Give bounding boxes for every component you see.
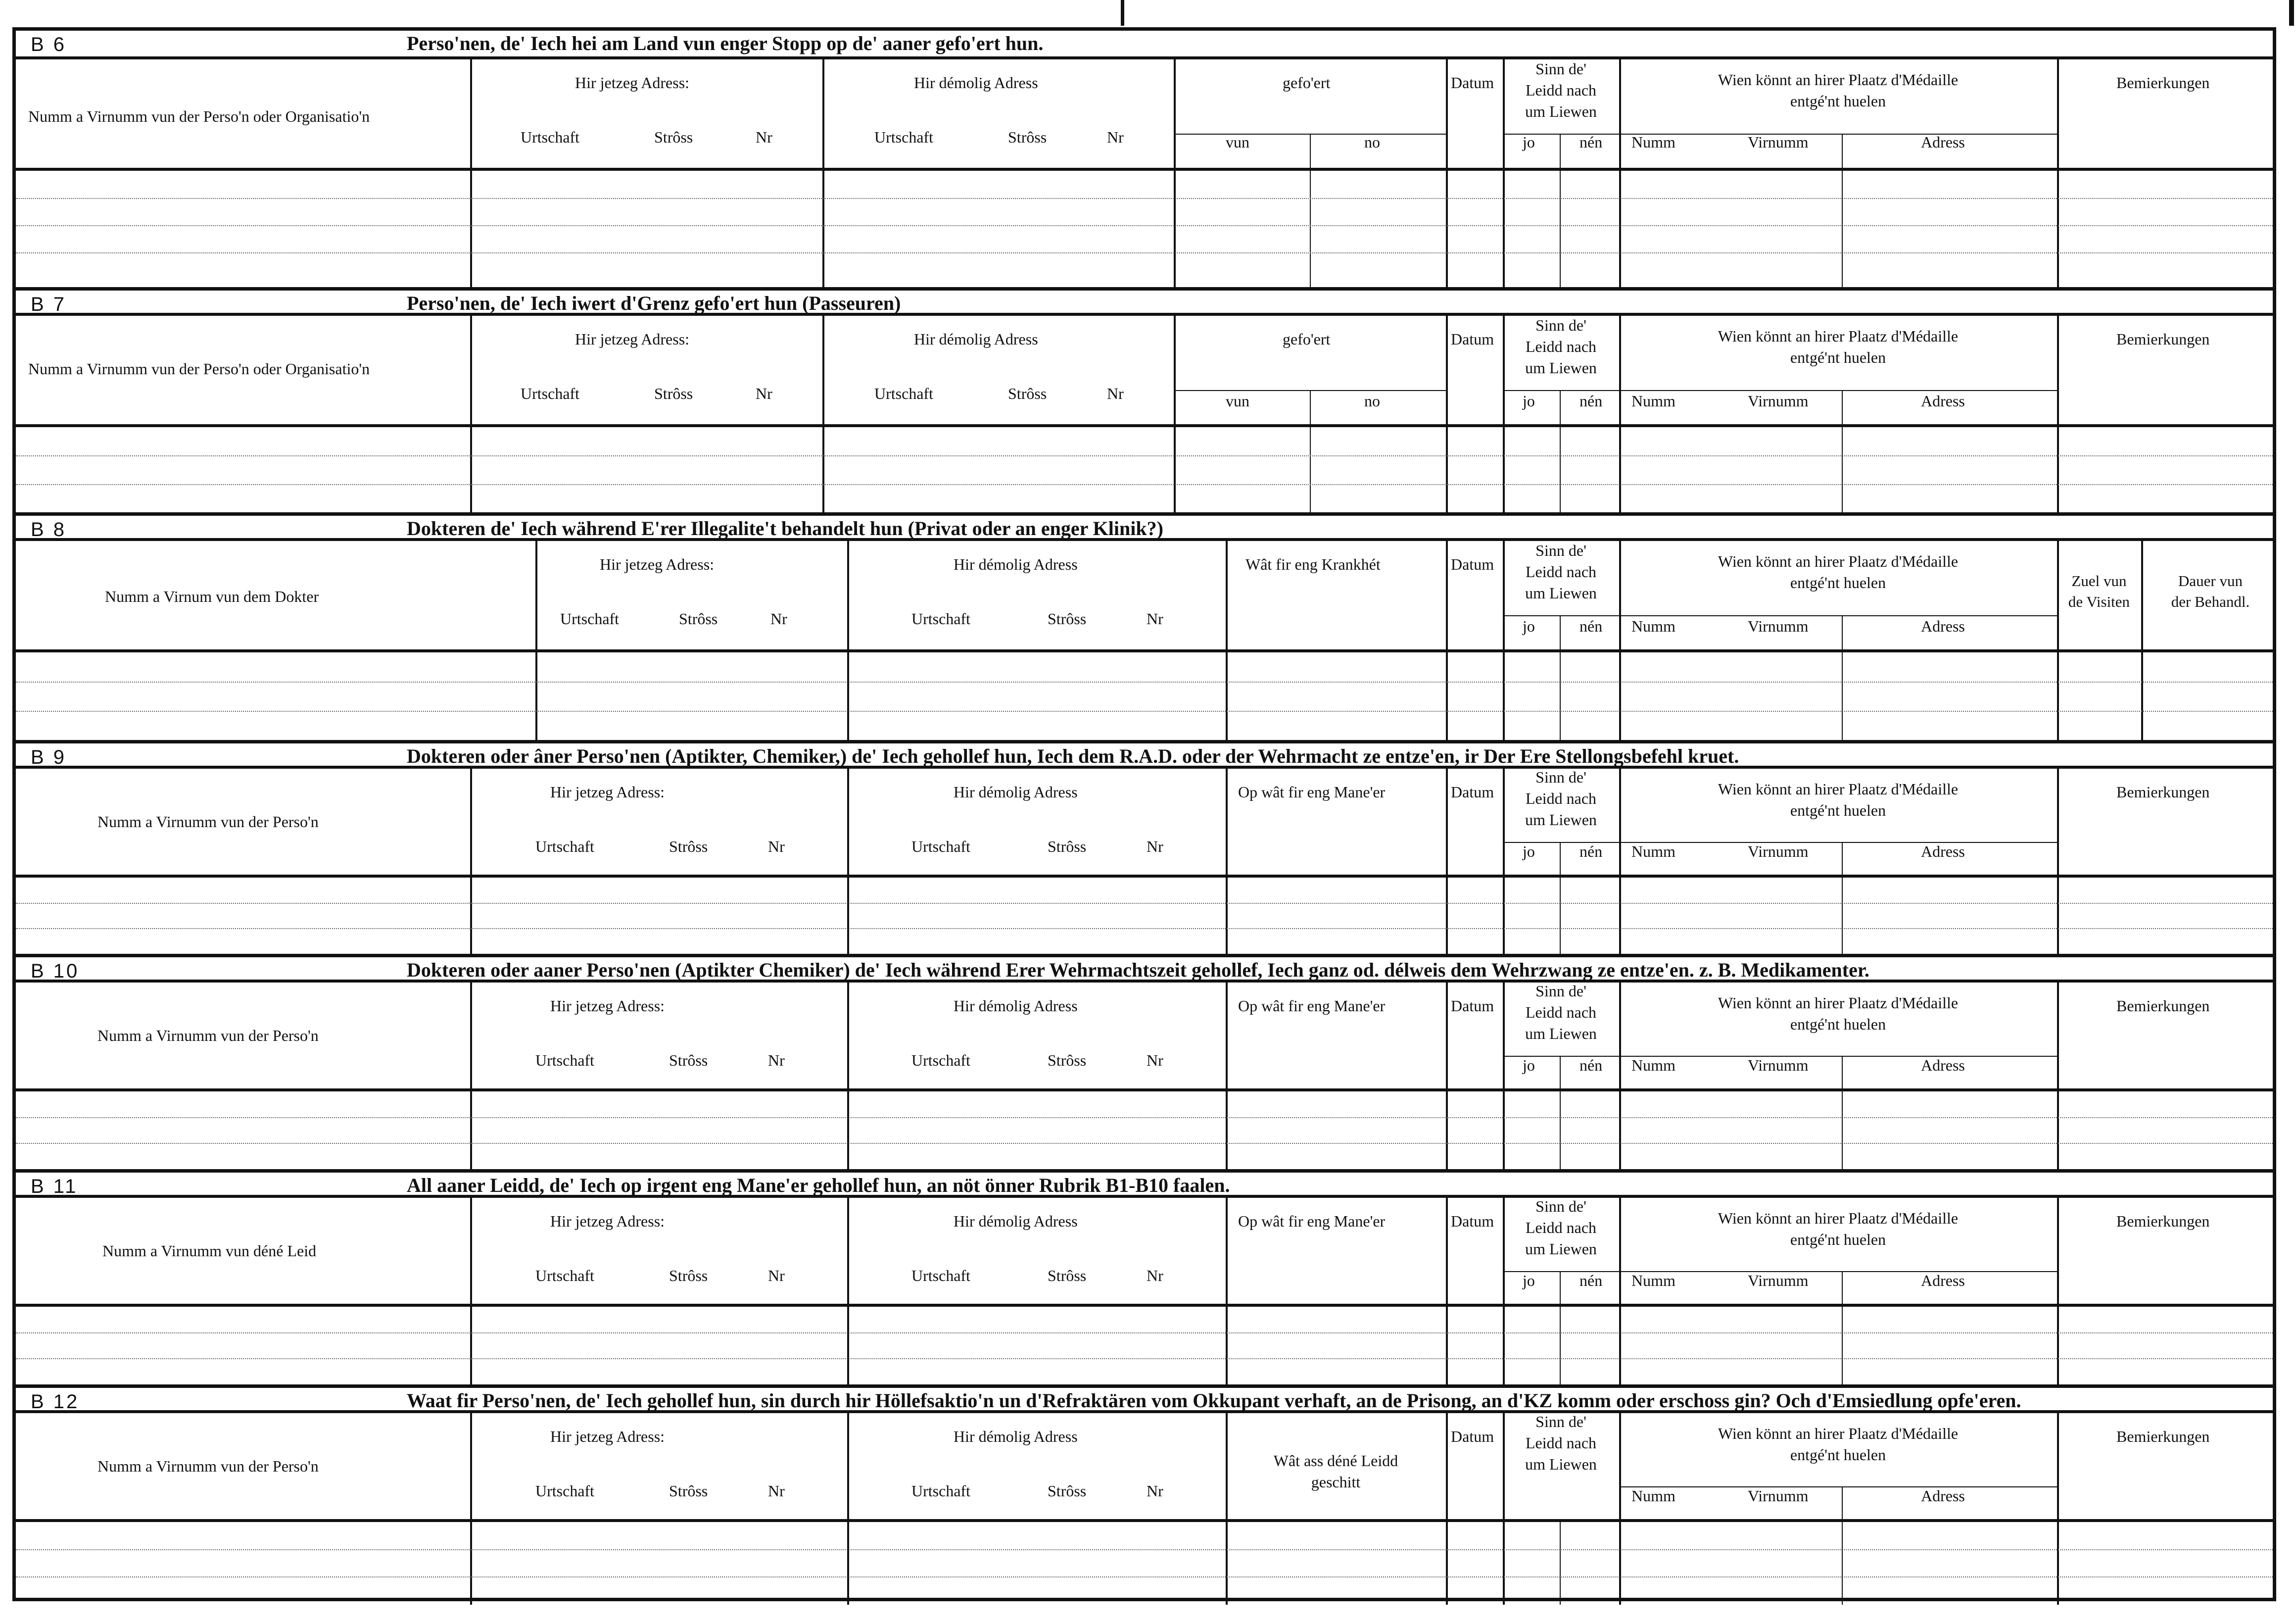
lives-header-b: Leidd nach (1525, 1219, 1597, 1237)
header-row (16, 1198, 2273, 1307)
section-title-bar (16, 31, 2273, 59)
section-title-bar (16, 1384, 2273, 1413)
no-label: nén (1579, 1272, 1603, 1289)
header-row (16, 1413, 2273, 1522)
number-label: Nr (768, 1267, 785, 1284)
section-b10 (16, 954, 2273, 1169)
from-label: vun (1226, 133, 1249, 151)
lives-header-a: Sinn de' (1535, 60, 1586, 78)
address-label: Adress (1921, 392, 1965, 410)
section-b12 (16, 1384, 2273, 1605)
street-label: Strôss (669, 1051, 708, 1069)
street-label: Strôss (654, 128, 693, 146)
entry-rows[interactable] (16, 171, 2273, 287)
visits-header-b: de Visiten (2068, 592, 2130, 610)
section-title-bar (16, 1169, 2273, 1198)
current-address-header: Hir jetzeg Adress: (550, 1212, 665, 1230)
medal-header-b: entgé'nt huelen (1790, 92, 1886, 110)
lives-header-c: um Liewen (1525, 359, 1597, 377)
former-address-header: Hir démolig Adress (954, 997, 1078, 1015)
lives-header-a: Sinn de' (1535, 316, 1586, 334)
former-address-header: Hir démolig Adress (914, 330, 1038, 348)
firstname-label: Virnumm (1748, 392, 1809, 410)
form-sheet (12, 27, 2276, 1601)
date-header: Datum (1451, 997, 1494, 1015)
yes-label: jo (1523, 392, 1535, 410)
no-label: nén (1579, 617, 1603, 635)
section-title-bar (16, 287, 2273, 316)
section-title-bar (16, 740, 2273, 769)
section-title: Perso'nen, de' Iech iwert d'Grenz gefo'ert hun (Passeuren) (407, 292, 901, 314)
locality-label: Urtschaft (911, 1051, 971, 1069)
locality-label: Urtschaft (911, 1267, 971, 1284)
name-header: Numm a Virnumm vun der Perso'n (97, 813, 319, 831)
no-label: nén (1579, 133, 1603, 151)
yes-label: jo (1523, 1056, 1535, 1074)
current-address-header: Hir jetzeg Adress: (600, 555, 715, 573)
lives-header-c: um Liewen (1525, 1025, 1597, 1043)
address-label: Adress (1921, 1272, 1965, 1289)
lives-header-b: Leidd nach (1525, 789, 1597, 808)
locality-label: Urtschaft (874, 128, 934, 146)
date-header: Datum (1451, 783, 1494, 801)
former-address-header: Hir démolig Adress (954, 1427, 1078, 1445)
lives-header-b: Leidd nach (1525, 338, 1597, 356)
firstname-label: Virnumm (1748, 1272, 1809, 1289)
duration-header-a: Dauer vun (2178, 572, 2243, 590)
firstname-label: Virnumm (1748, 1056, 1809, 1074)
header-row (16, 59, 2273, 171)
name-header: Numm a Virnum vun dem Dokter (105, 588, 319, 605)
lives-header-a: Sinn de' (1535, 1197, 1586, 1215)
transported-header: gefo'ert (1283, 330, 1331, 348)
address-label: Adress (1921, 842, 1965, 860)
section-title: Perso'nen, de' Iech hei am Land vun enger Stopp op de' aaner gefo'ert hun. (407, 32, 1044, 54)
lives-header-c: um Liewen (1525, 811, 1597, 829)
street-label: Strôss (679, 610, 718, 628)
name-header: Numm a Virnumm vun der Perso'n oder Organisatio'n (28, 107, 370, 125)
section-title-bar (16, 954, 2273, 983)
yes-label: jo (1523, 842, 1535, 860)
entry-rows[interactable] (16, 1307, 2273, 1384)
no-label: nén (1579, 1056, 1603, 1074)
from-label: vun (1226, 392, 1249, 410)
medal-header-a: Wien könnt an hirer Plaatz d'Médaille (1718, 1425, 1959, 1442)
section-code: B 7 (31, 294, 67, 315)
street-label: Strôss (1048, 1267, 1087, 1284)
manner-header: Op wât fir eng Mane'er (1238, 1212, 1386, 1230)
section-title: Dokteren oder aaner Perso'nen (Aptikter Chemiker) de' Iech während Erer Wehrmachtszeit gehollef, Iech ganz od. délweis dem Wehrzwang ze entze'en. z. B. Medikamenter. (407, 959, 1869, 981)
medal-header-a: Wien könnt an hirer Plaatz d'Médaille (1718, 994, 1959, 1012)
to-label: no (1364, 392, 1380, 410)
lives-header-c: um Liewen (1525, 584, 1597, 602)
medal-header-b: entgé'nt huelen (1790, 1015, 1886, 1033)
firstname-label: Virnumm (1748, 842, 1809, 860)
transported-header: gefo'ert (1283, 74, 1331, 92)
to-label: no (1364, 133, 1380, 151)
illness-header: Wât fir eng Krankhét (1245, 555, 1381, 573)
address-label: Adress (1921, 1056, 1965, 1074)
locality-label: Urtschaft (535, 1267, 595, 1284)
section-title: Dokteren de' Iech während E'rer Illegalite't behandelt hun (Privat oder an enger Klinik?) (407, 517, 1163, 540)
number-label: Nr (770, 610, 787, 628)
current-address-header: Hir jetzeg Adress: (550, 783, 665, 801)
number-label: Nr (756, 385, 772, 402)
surname-label: Numm (1631, 842, 1675, 860)
firstname-label: Virnumm (1748, 1487, 1809, 1505)
number-label: Nr (1147, 1051, 1163, 1069)
section-title: Dokteren oder âner Perso'nen (Aptikter, Chemiker,) de' Iech gehollef hun, Iech dem R.A.D. oder der Wehrmacht ze entze'en, ir Der Ere Stellongsbefehl kruet. (407, 745, 1739, 767)
section-title-bar (16, 512, 2273, 541)
fate-header-b: geschitt (1311, 1473, 1361, 1491)
firstname-label: Virnumm (1748, 617, 1809, 635)
current-address-header: Hir jetzeg Adress: (575, 330, 690, 348)
surname-label: Numm (1631, 1272, 1675, 1289)
number-label: Nr (1147, 837, 1163, 855)
number-label: Nr (756, 128, 772, 146)
street-label: Strôss (669, 1482, 708, 1500)
surname-label: Numm (1631, 617, 1675, 635)
manner-header: Op wât fir eng Mane'er (1238, 783, 1386, 801)
current-address-header: Hir jetzeg Adress: (550, 1427, 665, 1445)
locality-label: Urtschaft (911, 837, 971, 855)
number-label: Nr (1147, 1482, 1163, 1500)
locality-label: Urtschaft (911, 1482, 971, 1500)
lives-header-c: um Liewen (1525, 1240, 1597, 1258)
surname-label: Numm (1631, 392, 1675, 410)
address-label: Adress (1921, 617, 1965, 635)
street-label: Strôss (1008, 385, 1047, 402)
current-address-header: Hir jetzeg Adress: (550, 997, 665, 1015)
medal-header-a: Wien könnt an hirer Plaatz d'Médaille (1718, 780, 1959, 798)
section-code: B 12 (31, 1391, 80, 1413)
remarks-header: Bemierkungen (2116, 74, 2210, 92)
medal-header-b: entgé'nt huelen (1790, 1230, 1886, 1249)
duration-header-b: der Behandl. (2171, 592, 2250, 610)
medal-header-b: entgé'nt huelen (1790, 574, 1886, 592)
scan-mark (1121, 0, 1124, 26)
section-b11 (16, 1169, 2273, 1384)
date-header: Datum (1451, 1212, 1494, 1230)
street-label: Strôss (669, 837, 708, 855)
locality-label: Urtschaft (521, 128, 580, 146)
visits-header-a: Zuel vun (2071, 572, 2127, 590)
current-address-header: Hir jetzeg Adress: (575, 74, 690, 92)
date-header: Datum (1451, 330, 1494, 348)
name-header: Numm a Virnumm vun der Perso'n (97, 1457, 319, 1475)
lives-header-b: Leidd nach (1525, 563, 1597, 581)
street-label: Strôss (654, 385, 693, 402)
locality-label: Urtschaft (535, 1051, 595, 1069)
number-label: Nr (768, 1051, 785, 1069)
yes-label: jo (1523, 617, 1535, 635)
entry-rows[interactable] (16, 652, 2273, 740)
medal-header-b: entgé'nt huelen (1790, 348, 1886, 367)
date-header: Datum (1451, 74, 1494, 92)
section-title: Waat fir Perso'nen, de' Iech gehollef hun, sin durch hir Höllefsaktio'n un d'Refraktären vom Okkupant verhaft, an de Prisong, an d'KZ komm oder erschoss gin? Och d'Emsiedlung opfe'eren. (407, 1389, 2021, 1412)
lives-header-b: Leidd nach (1525, 81, 1597, 99)
scan-mark (2289, 0, 2294, 26)
lives-header-c: um Liewen (1525, 102, 1597, 121)
name-header: Numm a Virnumm vun der Perso'n (97, 1027, 319, 1044)
locality-label: Urtschaft (911, 610, 971, 628)
date-header: Datum (1451, 555, 1494, 573)
medal-header-b: entgé'nt huelen (1790, 1446, 1886, 1464)
street-label: Strôss (1008, 128, 1047, 146)
medal-header-b: entgé'nt huelen (1790, 801, 1886, 820)
name-header: Numm a Virnumm vun der Perso'n oder Organisatio'n (28, 360, 370, 378)
header-row (16, 769, 2273, 878)
section-code: B 11 (31, 1176, 78, 1197)
surname-label: Numm (1631, 133, 1675, 151)
section-b7 (16, 287, 2273, 512)
remarks-header: Bemierkungen (2116, 783, 2210, 801)
street-label: Strôss (669, 1267, 708, 1284)
section-code: B 10 (31, 960, 80, 982)
name-header: Numm a Virnumm vun déné Leid (102, 1242, 317, 1260)
locality-label: Urtschaft (521, 385, 580, 402)
section-b9 (16, 740, 2273, 954)
lives-header-b: Leidd nach (1525, 1003, 1597, 1022)
yes-label: jo (1523, 133, 1535, 151)
former-address-header: Hir démolig Adress (954, 783, 1078, 801)
section-b6 (16, 31, 2273, 287)
surname-label: Numm (1631, 1056, 1675, 1074)
date-header: Datum (1451, 1427, 1494, 1445)
fate-header-a: Wât ass déné Leidd (1273, 1452, 1398, 1470)
remarks-header: Bemierkungen (2116, 997, 2210, 1015)
locality-label: Urtschaft (535, 837, 595, 855)
medal-header-a: Wien könnt an hirer Plaatz d'Médaille (1718, 71, 1959, 89)
lives-header-a: Sinn de' (1535, 1413, 1586, 1430)
lives-header-a: Sinn de' (1535, 768, 1586, 786)
surname-label: Numm (1631, 1487, 1675, 1505)
street-label: Strôss (1048, 1482, 1087, 1500)
street-label: Strôss (1048, 837, 1087, 855)
lives-header-a: Sinn de' (1535, 982, 1586, 1000)
medal-header-a: Wien könnt an hirer Plaatz d'Médaille (1718, 552, 1959, 570)
medal-header-a: Wien könnt an hirer Plaatz d'Médaille (1718, 1209, 1959, 1227)
locality-label: Urtschaft (560, 610, 620, 628)
entry-rows[interactable] (16, 878, 2273, 954)
header-row (16, 983, 2273, 1091)
header-row (16, 541, 2273, 652)
street-label: Strôss (1048, 610, 1087, 628)
entry-rows[interactable] (16, 1522, 2273, 1605)
section-b8 (16, 512, 2273, 740)
lives-header-c: um Liewen (1525, 1455, 1597, 1474)
street-label: Strôss (1048, 1051, 1087, 1069)
address-label: Adress (1921, 1487, 1965, 1505)
number-label: Nr (1107, 128, 1124, 146)
remarks-header: Bemierkungen (2116, 1427, 2210, 1445)
number-label: Nr (1147, 610, 1163, 628)
no-label: nén (1579, 842, 1603, 860)
former-address-header: Hir démolig Adress (954, 1212, 1078, 1230)
no-label: nén (1579, 392, 1603, 410)
locality-label: Urtschaft (535, 1482, 595, 1500)
section-code: B 9 (31, 746, 67, 768)
manner-header: Op wât fir eng Mane'er (1238, 997, 1386, 1015)
address-label: Adress (1921, 133, 1965, 151)
lives-header-b: Leidd nach (1525, 1434, 1597, 1452)
remarks-header: Bemierkungen (2116, 330, 2210, 348)
section-code: B 8 (31, 519, 67, 541)
firstname-label: Virnumm (1748, 133, 1809, 151)
locality-label: Urtschaft (874, 385, 934, 402)
header-row (16, 316, 2273, 427)
former-address-header: Hir démolig Adress (954, 555, 1078, 573)
section-title: All aaner Leidd, de' Iech op irgent eng Mane'er gehollef hun, an nöt önner Rubrik B1-B10 faalen. (407, 1174, 1230, 1196)
medal-header-a: Wien könnt an hirer Plaatz d'Médaille (1718, 327, 1959, 345)
section-code: B 6 (31, 34, 67, 55)
former-address-header: Hir démolig Adress (914, 74, 1038, 92)
lives-header-a: Sinn de' (1535, 541, 1586, 559)
entry-rows[interactable] (16, 1091, 2273, 1169)
number-label: Nr (1107, 385, 1124, 402)
entry-rows[interactable] (16, 427, 2273, 512)
number-label: Nr (1147, 1267, 1163, 1284)
remarks-header: Bemierkungen (2116, 1212, 2210, 1230)
number-label: Nr (768, 1482, 785, 1500)
yes-label: jo (1523, 1272, 1535, 1289)
number-label: Nr (768, 837, 785, 855)
